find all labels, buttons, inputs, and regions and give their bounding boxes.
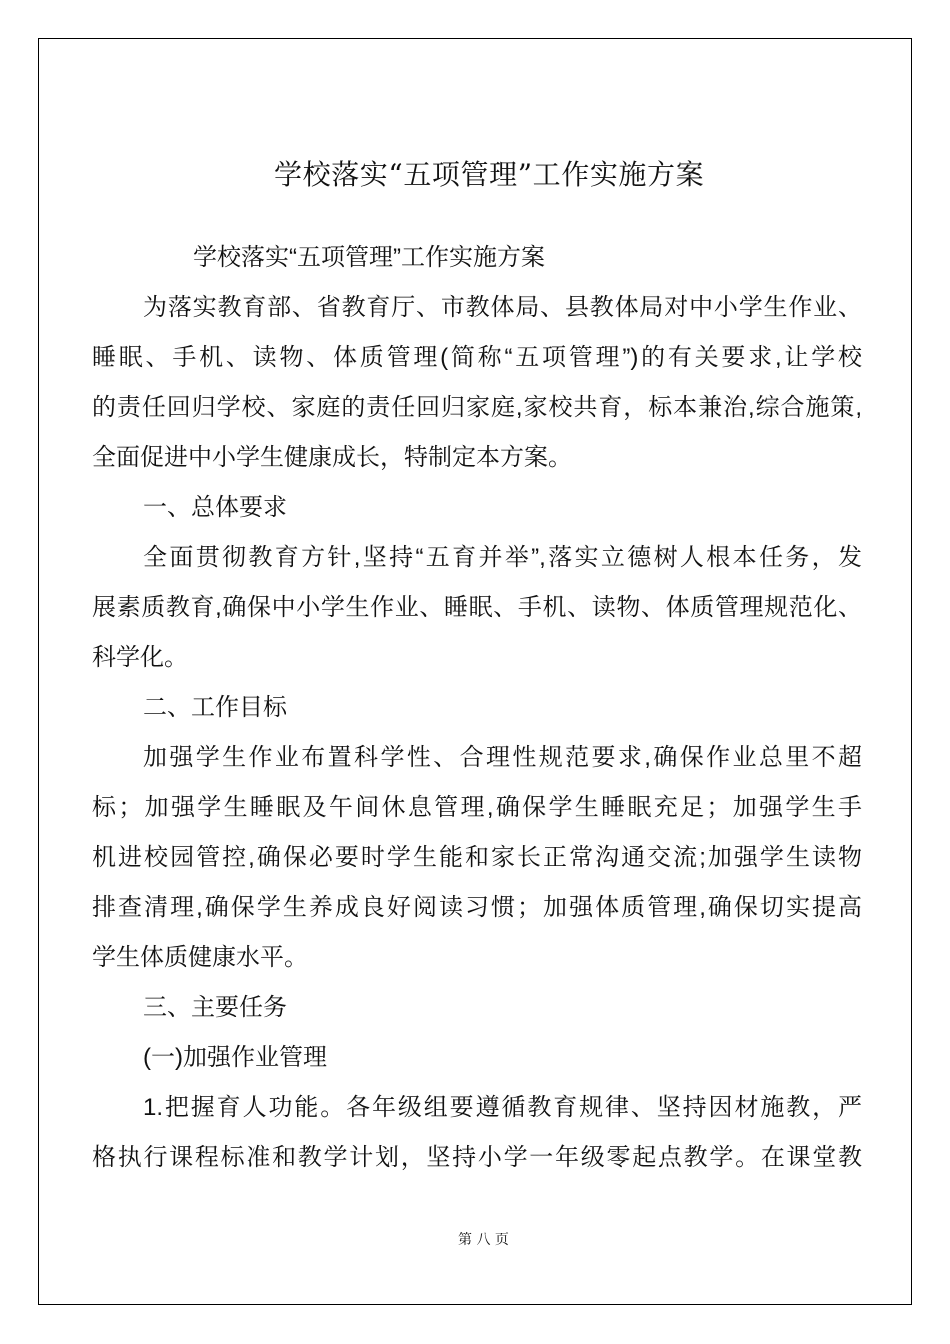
paragraph-line: 机进校园管控,确保必要时学生能和家长正常沟通交流;加强学生读物 — [92, 844, 862, 871]
paragraph-line: 格执行课程标准和教学计划，坚持小学一年级零起点教学。在课堂教 — [92, 1144, 862, 1171]
section-heading: 三、主要任务 — [143, 994, 287, 1021]
paragraph-line: 全面贯彻教育方针,坚持“五育并举”,落实立德树人根本任务，发 — [143, 544, 862, 571]
paragraph-line: 排查清理,确保学生养成良好阅读习惯；加强体质管理,确保切实提高 — [92, 894, 862, 921]
section-heading: 一、总体要求 — [143, 494, 287, 521]
subtitle-line: 学校落实“五项管理”工作实施方案 — [193, 244, 545, 271]
paragraph-line: 睡眠、手机、读物、体质管理(简称“五项管理”)的有关要求,让学校 — [92, 344, 862, 371]
subsection-heading: (一)加强作业管理 — [143, 1044, 327, 1071]
paragraph-line: 全面促进中小学生健康成长，特制定本方案。 — [92, 444, 572, 471]
paragraph-line: 科学化。 — [92, 644, 188, 671]
section-heading: 二、工作目标 — [143, 694, 287, 721]
document-title: 学校落实“五项管理”工作实施方案 — [274, 158, 705, 191]
paragraph-line: 加强学生作业布置科学性、合理性规范要求,确保作业总里不超 — [143, 744, 862, 771]
paragraph-line: 为落实教育部、省教育厅、市教体局、县教体局对中小学生作业、 — [143, 294, 862, 321]
paragraph-line: 展素质教育,确保中小学生作业、睡眠、手机、读物、体质管理规范化、 — [92, 594, 862, 621]
paragraph-line: 1.把握育人功能。各年级组要遵循教育规律、坚持因材施教，严 — [143, 1094, 862, 1121]
page-number: 第 八 页 — [458, 1232, 509, 1248]
paragraph-line: 的责任回归学校、家庭的责任回归家庭,家校共育，标本兼治,综合施策, — [92, 394, 862, 421]
paragraph-line: 学生体质健康水平。 — [92, 944, 308, 971]
paragraph-line: 标；加强学生睡眠及午间休息管理,确保学生睡眠充足；加强学生手 — [92, 794, 862, 821]
